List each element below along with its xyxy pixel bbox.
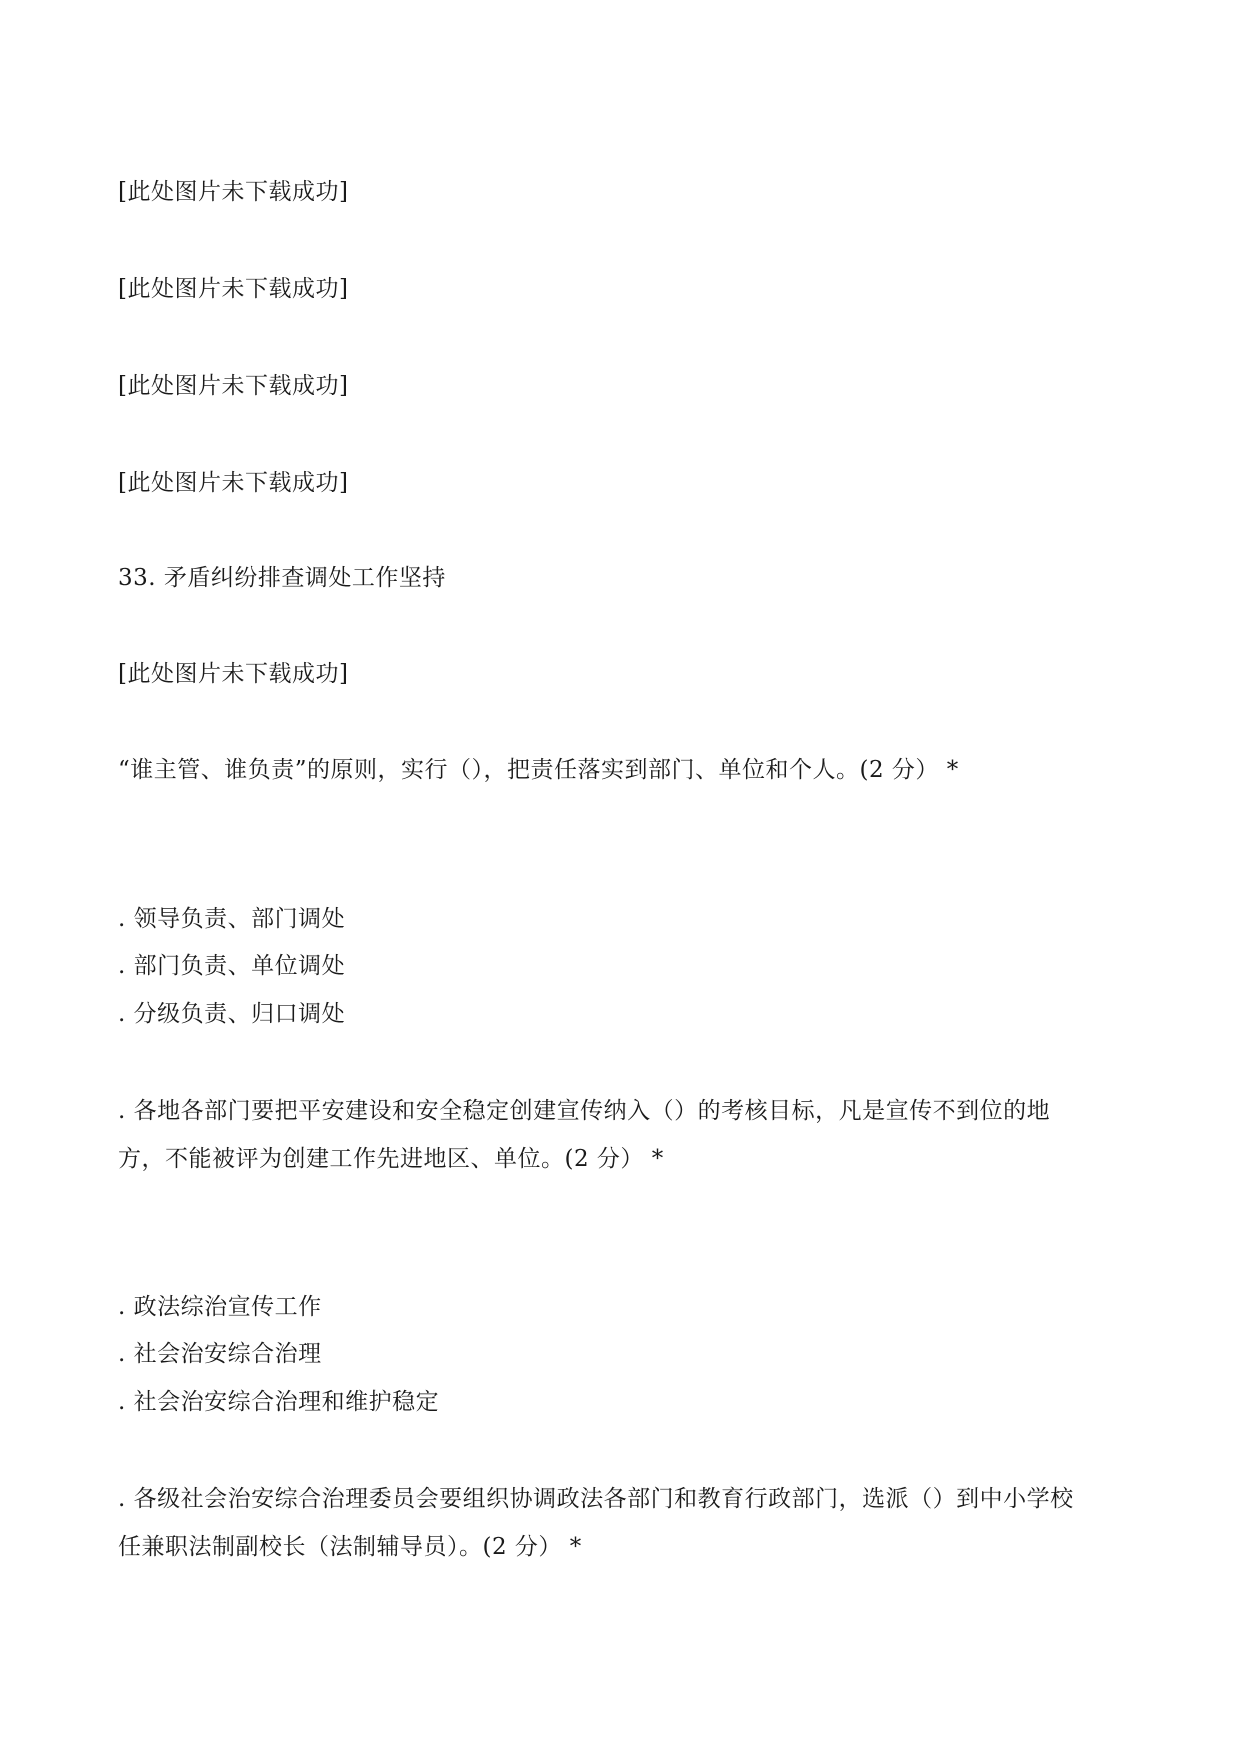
question-33-heading: 33. 矛盾纠纷排查调处工作坚持 — [118, 565, 446, 591]
question-35-stem-line-2: 任兼职法制副校长（法制辅导员）。(2 分） * — [118, 1534, 582, 1560]
question-33-stem: “谁主管、谁负责”的原则，实行（），把责任落实到部门、单位和个人。(2 分） * — [118, 757, 959, 783]
question-34-stem-line-2: 方，不能被评为创建工作先进地区、单位。(2 分） * — [118, 1146, 664, 1172]
question-34-option-c: . 社会治安综合治理和维护稳定 — [118, 1389, 440, 1415]
image-placeholder-2: [此处图片未下载成功] — [118, 276, 349, 302]
question-34-stem-line-1: . 各地各部门要把平安建设和安全稳定创建宣传纳入（）的考核目标，凡是宣传不到位的地 — [118, 1098, 1051, 1124]
image-placeholder-5: [此处图片未下载成功] — [118, 661, 349, 687]
question-35-stem-line-1: . 各级社会治安综合治理委员会要组织协调政法各部门和教育行政部门，选派（）到中小学校 — [118, 1486, 1074, 1512]
image-placeholder-1: [此处图片未下载成功] — [118, 179, 349, 205]
question-33-option-c: . 分级负责、归口调处 — [118, 1001, 346, 1027]
question-34-option-b: . 社会治安综合治理 — [118, 1341, 322, 1367]
question-33-option-a: . 领导负责、部门调处 — [118, 906, 346, 932]
question-33-option-b: . 部门负责、单位调处 — [118, 953, 346, 979]
image-placeholder-3: [此处图片未下载成功] — [118, 373, 349, 399]
question-34-option-a: . 政法综治宣传工作 — [118, 1294, 322, 1320]
image-placeholder-4: [此处图片未下载成功] — [118, 470, 349, 496]
